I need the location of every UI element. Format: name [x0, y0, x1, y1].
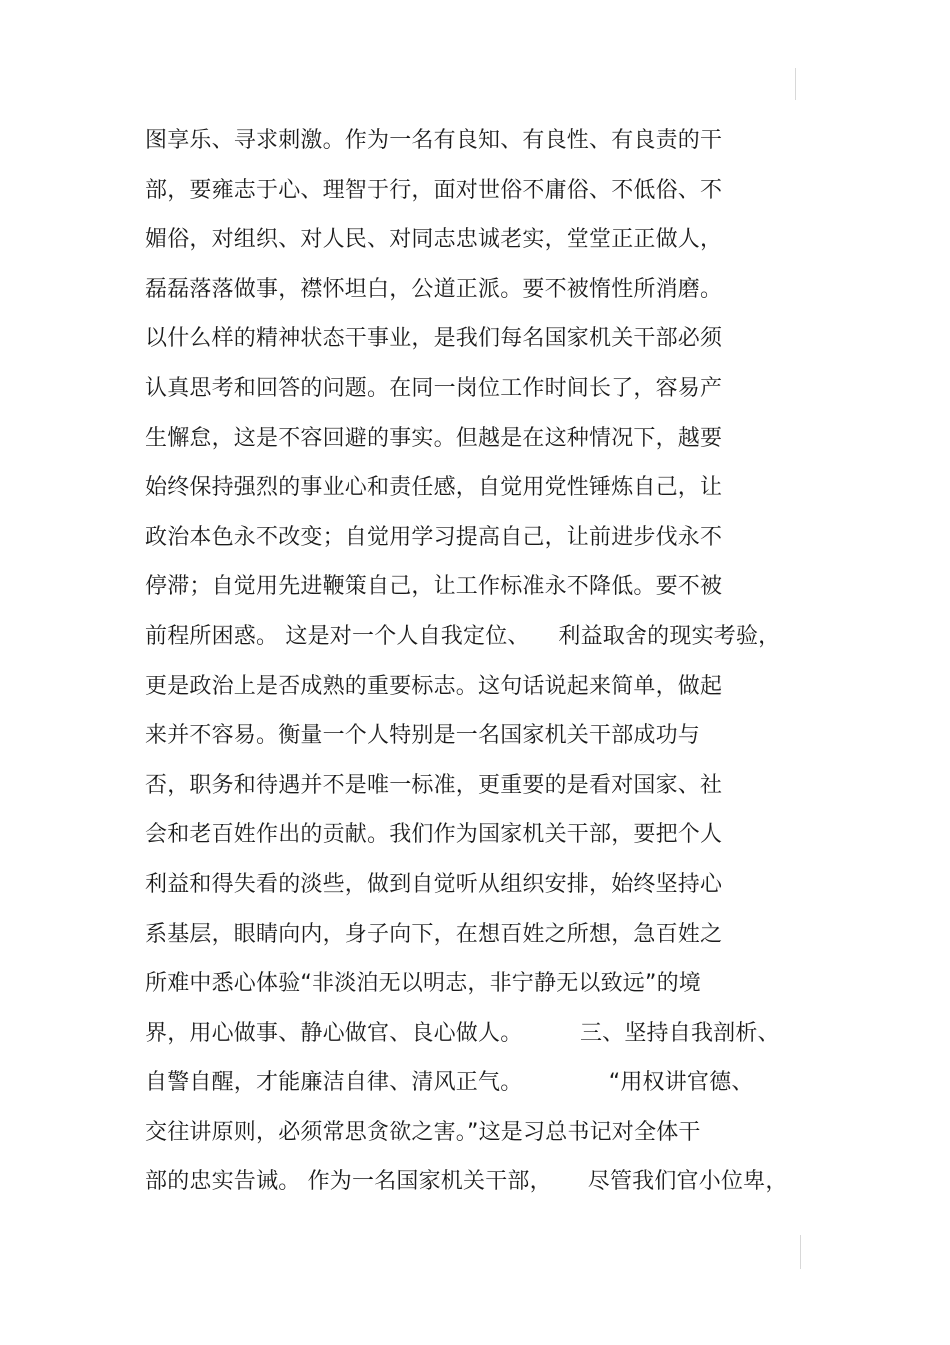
text-line: 停滞；自觉用先进鞭策自己，让工作标准永不降低。要不被: [145, 574, 723, 600]
text-line: 否，职务和待遇并不是唯一标准，更重要的是看对国家、社: [145, 772, 723, 798]
text-line: 认真思考和回答的问题。在同一岗位工作时间长了，容易产: [145, 375, 723, 401]
text-line: 媚俗，对组织、对人民、对同志忠诚老实，堂堂正正做人，: [145, 227, 723, 253]
text-line: 界，用心做事、静心做官、良心做人。 三、坚持自我剖析、: [145, 1020, 780, 1046]
text-line: 来并不容易。衡量一个人特别是一名国家机关干部成功与: [145, 723, 701, 749]
body-text: [145, 121, 805, 1212]
text-line: 部的忠实告诫。 作为一名国家机关干部， 尽管我们官小位卑，: [145, 1169, 788, 1195]
text-line: 以什么样的精神状态干事业，是我们每名国家机关干部必须: [145, 326, 723, 352]
text-line: 交往讲原则，必须常思贪欲之害。”这是习总书记对全体干: [145, 1119, 701, 1145]
page-edge-mark-top: [795, 68, 796, 100]
text-line: 图享乐、寻求刺激。作为一名有良知、有良性、有良责的干: [145, 128, 723, 153]
text-line: 会和老百姓作出的贡献。我们作为国家机关干部，要把个人: [145, 822, 723, 848]
text-line: 自警自醒，才能廉洁自律、清风正气。 “用权讲官德、: [145, 1070, 754, 1096]
text-line: 前程所困惑。 这是对一个人自我定位、 利益取舍的现实考验，: [145, 623, 781, 649]
text-line: 部，要雍志于心、理智于行，面对世俗不庸俗、不低俗、不: [145, 177, 723, 203]
text-line: 始终保持强烈的事业心和责任感，自觉用党性锤炼自己，让: [145, 475, 723, 501]
text-line: 更是政治上是否成熟的重要标志。这句话说起来简单，做起: [145, 673, 723, 699]
text-line: 生懈怠，这是不容回避的事实。但越是在这种情况下，越要: [145, 425, 723, 451]
text-line: 利益和得失看的淡些，做到自觉听从组织安排，始终坚持心: [145, 871, 723, 897]
text-line: 系基层，眼睛向内，身子向下，在想百姓之所想，急百姓之: [145, 921, 723, 947]
text-line: 政治本色永不改变；自觉用学习提高自己，让前进步伐永不: [145, 524, 723, 550]
text-line: 所难中悉心体验“非淡泊无以明志，非宁静无以致远”的境: [145, 971, 701, 997]
page-edge-mark-bottom: [800, 1235, 801, 1269]
text-line: 磊磊落落做事，襟怀坦白，公道正派。要不被惰性所消磨。: [145, 276, 723, 302]
